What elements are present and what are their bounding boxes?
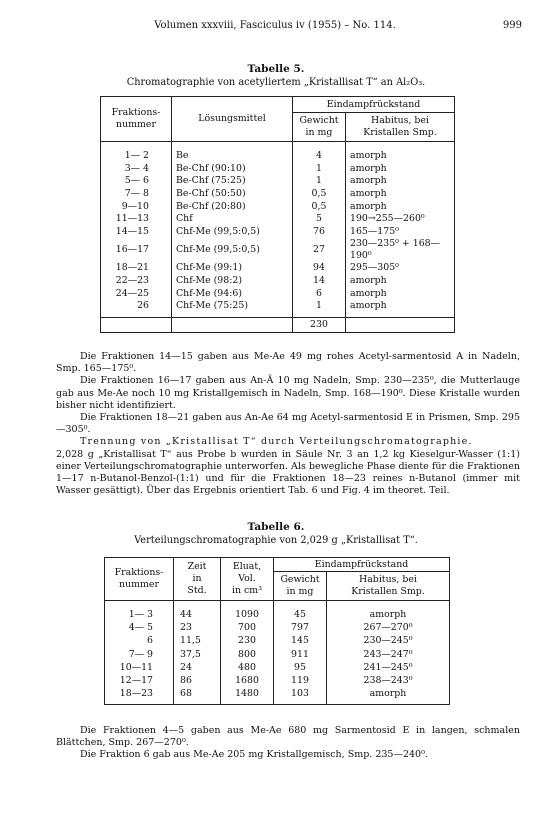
table6 [104, 557, 450, 705]
cell-fraktion: 22—23 [101, 275, 172, 288]
cell-gewicht: 95 [274, 661, 327, 674]
cell-fraktion: 18—21 [101, 262, 172, 275]
paragraph: Die Fraktionen 14—15 gaben aus Me-Ae 49 mg rohes Acetyl-sarmentosid A in Nadeln, Smp. 165—175⁰. [56, 351, 520, 375]
cell-habitus: 230—245⁰ [363, 635, 413, 647]
col-fraktion-header: Fraktions- nummer [105, 558, 174, 601]
cell-loesungsmittel: Chf-Me (94:6) [172, 287, 293, 300]
cell-habitus: amorph [350, 175, 387, 187]
page-header [28, 20, 522, 34]
cell-eluat: 230 [221, 634, 274, 647]
table5-total: 230 [293, 317, 346, 332]
cell-loesungsmittel: Be-Chf (50:50) [172, 188, 293, 201]
cell-gewicht: 94 [293, 262, 346, 275]
cell-habitus: amorph [350, 200, 387, 212]
table5-body [101, 142, 455, 318]
cell-habitus: 241—245⁰ [363, 661, 413, 673]
paragraph: Die Fraktionen 4—5 gaben aus Me-Ae 680 mg Sarmentosid E in langen, schmalen Blättchen, Smp. 267—270⁰. [56, 725, 520, 749]
col-eluat-header: Eluat, Vol. in cm³ [221, 558, 274, 601]
table-row [101, 163, 455, 176]
paragraph: Die Fraktion 6 gab aus Me-Ae 205 mg Kristallgemisch, Smp. 235—240⁰. [80, 749, 428, 761]
table-row [101, 175, 455, 188]
cell-loesungsmittel: Chf-Me (99:1) [172, 262, 293, 275]
cell-fraktion: 10—11 [105, 661, 174, 674]
table-row [101, 226, 455, 239]
cell-loesungsmittel: Chf-Me (99,5:0,5) [172, 238, 293, 262]
table-row [105, 687, 450, 705]
table-row [101, 300, 455, 317]
cell-gewicht: 45 [274, 601, 327, 622]
cell-gewicht: 6 [293, 287, 346, 300]
cell-habitus: amorph [369, 688, 407, 700]
cell-gewicht: 5 [293, 213, 346, 226]
col-eindampf-header: Eindampfrückstand [274, 558, 450, 572]
cell-habitus: amorph [350, 188, 387, 200]
cell-habitus: 243—247⁰ [363, 648, 413, 660]
cell-eluat: 700 [221, 621, 274, 634]
cell-zeit: 86 [174, 674, 221, 687]
table-row [105, 661, 450, 674]
cell-habitus: 267—270⁰ [363, 622, 413, 634]
cell-fraktion: 4— 5 [105, 621, 174, 634]
cell-fraktion: 24—25 [101, 287, 172, 300]
table-row [101, 200, 455, 213]
cell-gewicht: 119 [274, 674, 327, 687]
page-number: 999 [502, 20, 522, 31]
cell-loesungsmittel: Be-Chf (90:10) [172, 163, 293, 176]
cell-gewicht: 76 [293, 226, 346, 239]
cell-habitus: 230—235⁰ + 168—190⁰ [350, 238, 441, 262]
paragraph: Die Fraktionen 16—17 gaben aus An-Ä 10 mg Nadeln, Smp. 230—235⁰, die Mutterlauge gab aus Me-Ae noch 10 mg Kristallgemisch in Nadeln, Smp. 168—190⁰. Diese Kristalle wurden bisher nicht identifiziert. [56, 375, 520, 411]
table-row [101, 238, 455, 262]
col-gewicht-header: Gewicht in mg [293, 113, 346, 142]
cell-fraktion: 14—15 [101, 226, 172, 239]
table-row [101, 213, 455, 226]
cell-zeit: 44 [174, 601, 221, 622]
text-block-3 [56, 725, 520, 762]
cell-gewicht: 911 [274, 648, 327, 661]
cell-fraktion: 7— 8 [101, 188, 172, 201]
table-row [105, 634, 450, 647]
col-habitus-header: Habitus, bei Kristallen Smp. [327, 572, 450, 601]
cell-fraktion: 9—10 [101, 200, 172, 213]
table-row [101, 142, 455, 163]
cell-zeit: 37,5 [174, 648, 221, 661]
section-lead: Trennung von „Kristallisat T“ durch Verteilungschromatographie. [80, 436, 473, 448]
table6-caption: Verteilungschromatographie von 2,029 g „Kristallisat T“. [134, 535, 418, 546]
cell-habitus: amorph [350, 275, 387, 287]
cell-habitus: 190→255—260⁰ [350, 213, 425, 225]
cell-habitus: amorph [350, 150, 387, 162]
cell-loesungsmittel: Chf-Me (98:2) [172, 275, 293, 288]
table5 [100, 96, 455, 333]
cell-zeit: 23 [174, 621, 221, 634]
cell-habitus: 238—243⁰ [363, 675, 413, 687]
col-gewicht-header: Gewicht in mg [274, 572, 327, 601]
cell-habitus: amorph [350, 300, 387, 312]
cell-fraktion: 5— 6 [101, 175, 172, 188]
col-zeit-header: Zeit in Std. [174, 558, 221, 601]
col-loesungsmittel-header: Lösungsmittel [172, 97, 293, 142]
cell-gewicht: 27 [293, 238, 346, 262]
cell-habitus: amorph [369, 609, 407, 621]
table-row [105, 674, 450, 687]
table-row [101, 188, 455, 201]
table-row [101, 287, 455, 300]
cell-gewicht: 103 [274, 687, 327, 705]
cell-fraktion: 18—23 [105, 687, 174, 705]
cell-gewicht: 14 [293, 275, 346, 288]
cell-fraktion: 16—17 [101, 238, 172, 262]
table6-body [105, 601, 450, 705]
table-row [105, 648, 450, 661]
cell-loesungsmittel: Chf [172, 213, 293, 226]
cell-eluat: 1090 [221, 601, 274, 622]
cell-eluat: 480 [221, 661, 274, 674]
cell-gewicht: 0,5 [293, 188, 346, 201]
table-row [101, 275, 455, 288]
paragraph [56, 436, 520, 448]
cell-loesungsmittel: Chf-Me (75:25) [172, 300, 293, 317]
cell-zeit: 11,5 [174, 634, 221, 647]
table5-caption: Chromatographie von acetyliertem „Kristallisat T“ an Al₂O₃. [126, 77, 426, 88]
cell-gewicht: 0,5 [293, 200, 346, 213]
cell-fraktion: 11—13 [101, 213, 172, 226]
cell-habitus: amorph [350, 162, 387, 174]
cell-gewicht: 1 [293, 175, 346, 188]
cell-fraktion: 1— 3 [105, 601, 174, 622]
cell-loesungsmittel: Be-Chf (20:80) [172, 200, 293, 213]
col-eindampf-header: Eindampfrückstand [293, 97, 455, 113]
col-habitus-header: Habitus, bei Kristallen Smp. [346, 113, 455, 142]
cell-fraktion: 7— 9 [105, 648, 174, 661]
cell-zeit: 24 [174, 661, 221, 674]
table-row [101, 262, 455, 275]
cell-fraktion: 6 [105, 634, 174, 647]
cell-eluat: 800 [221, 648, 274, 661]
cell-fraktion: 12—17 [105, 674, 174, 687]
cell-habitus: 295—305⁰ [350, 262, 399, 274]
text-block-1 [56, 351, 520, 497]
cell-habitus: 165—175⁰ [350, 225, 399, 237]
cell-habitus: amorph [350, 287, 387, 299]
cell-gewicht: 1 [293, 163, 346, 176]
cell-fraktion: 3— 4 [101, 163, 172, 176]
cell-gewicht: 797 [274, 621, 327, 634]
cell-loesungsmittel: Be-Chf (75:25) [172, 175, 293, 188]
table-row [105, 621, 450, 634]
cell-fraktion: 26 [101, 300, 172, 317]
cell-fraktion: 1— 2 [101, 142, 172, 163]
cell-eluat: 1680 [221, 674, 274, 687]
table6-title: Tabelle 6. [247, 521, 305, 533]
table-row [105, 601, 450, 622]
cell-gewicht: 145 [274, 634, 327, 647]
cell-loesungsmittel: Be [172, 142, 293, 163]
running-title: Volumen xxxviii, Fasciculus iv (1955) – No. 114. [154, 20, 396, 31]
paragraph: Die Fraktionen 18—21 gaben aus An-Ae 64 mg Acetyl-sarmentosid E in Prismen, Smp. 295—305⁰. [56, 412, 520, 436]
paragraph: 2,028 g „Kristallisat T“ aus Probe b wurden in Säule Nr. 3 an 1,2 kg Kieselgur-Wasser (1:1) einer Verteilungschromatographie unterworfen. Als bewegliche Phase diente für die Fraktionen 1—17 n-Butanol-Benzol-(1:1) und für die Fraktionen 18—23 reines n-Butanol (immer mit Wasser gesättigt). Über das Ergebnis orientiert Tab. 6 und Fig. 4 im theoret. Teil. [56, 448, 520, 497]
table5-title: Tabelle 5. [247, 63, 305, 75]
cell-gewicht: 4 [293, 142, 346, 163]
cell-gewicht: 1 [293, 300, 346, 317]
cell-zeit: 68 [174, 687, 221, 705]
cell-loesungsmittel: Chf-Me (99,5:0,5) [172, 226, 293, 239]
col-fraktion-header: Fraktions- nummer [101, 97, 172, 142]
cell-eluat: 1480 [221, 687, 274, 705]
